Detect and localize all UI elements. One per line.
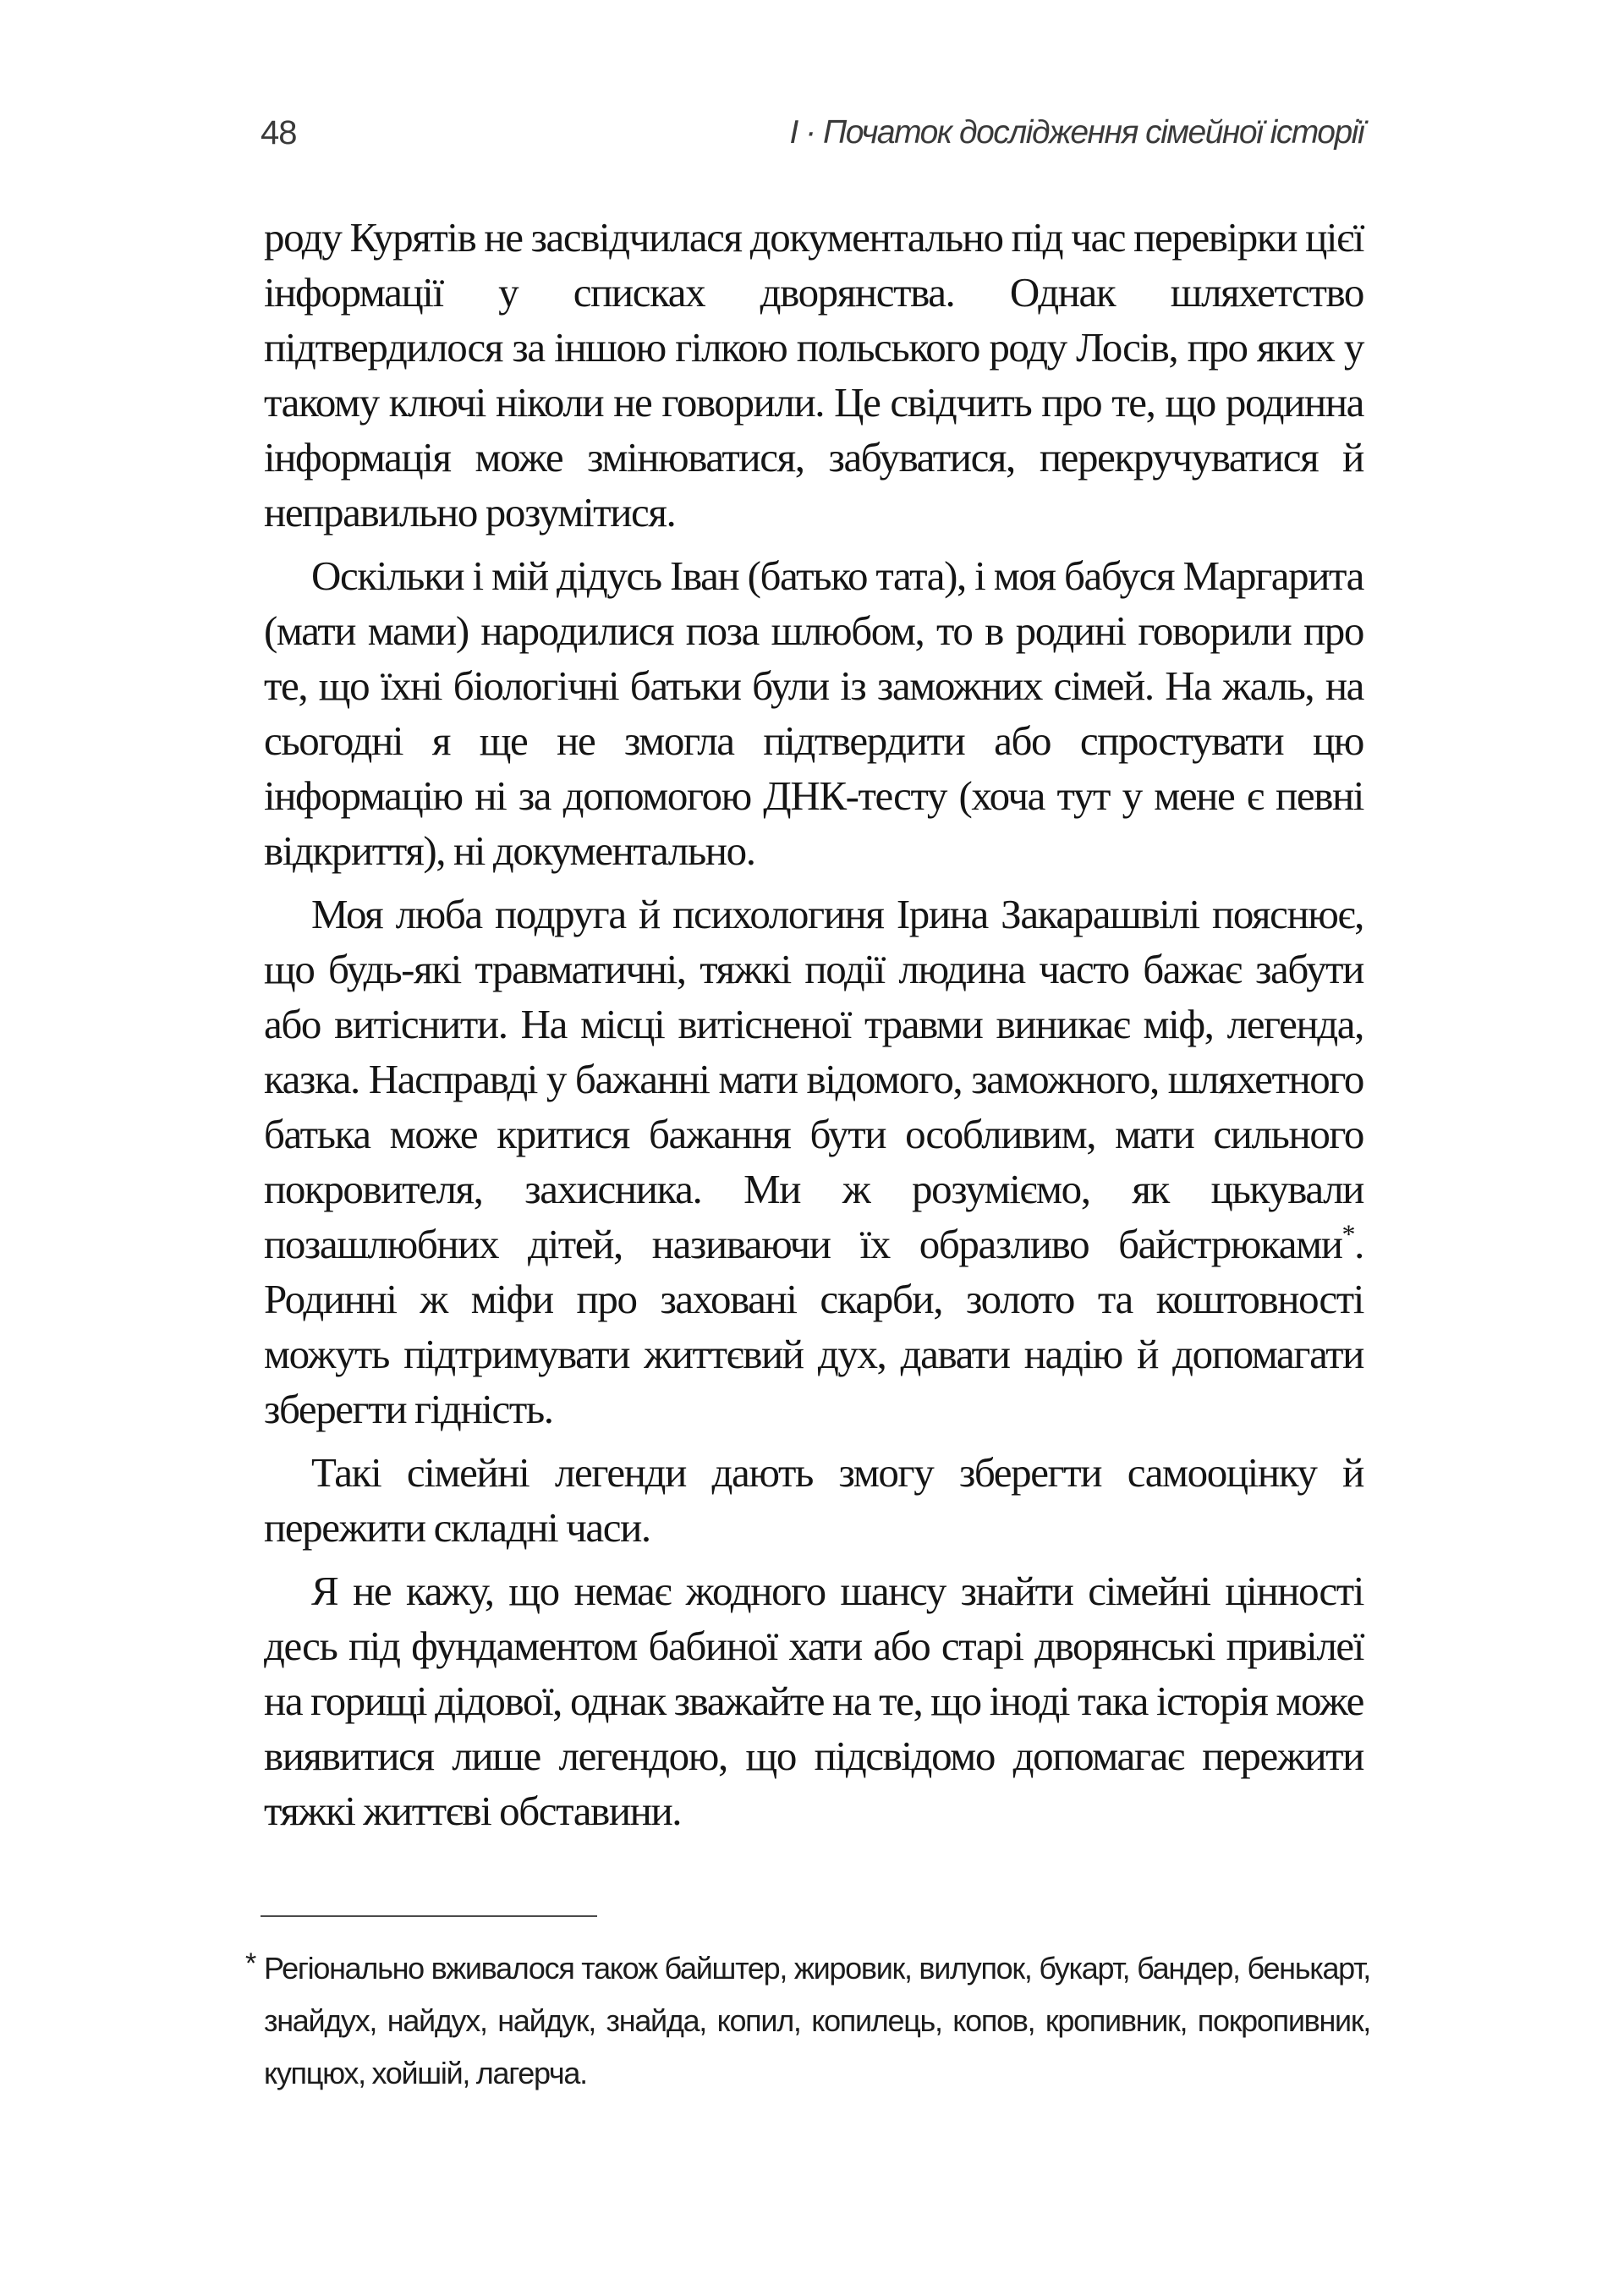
footnote-reference[interactable]: * [1341, 1218, 1355, 1250]
page-number: 48 [261, 114, 297, 151]
body-text [264, 210, 1363, 1838]
paragraph: Такі сімейні легенди дають змогу зберегти самооцінку й пережити складні часи. [264, 1449, 1363, 1551]
footnote-text: Регіонально вживалося також байштер, жировик, вилупок, букарт, бандер, бенькарт, знайдух, найдух, найдук, знайда, копил, копилець, копов, кропивник, покропивник, купцюх, хойшій, лагерча. [264, 1951, 1370, 2090]
paragraph [264, 887, 1363, 1436]
paragraph: роду Курятів не засвідчилася документально під час перевірки цієї інформації у списках дворянства. Однак шляхетство підтвердилося за іншою гілкою польського роду Лосів, про яких у такому ключі ніколи не говорили. Це свідчить про те, що родинна інформація може змінюватися, забуватися, перекручуватися й неправильно розумітися. [264, 214, 1363, 536]
paragraph-text-continued: . Родинні ж міфи про заховані скарби, золото та коштовності можуть підтримувати життєвий дух, давати надію й допомагати зберегти гідність. [264, 1221, 1363, 1432]
footnote-marker: * [245, 1947, 255, 1980]
running-title: I · Початок дослідження сімейної історії [789, 114, 1363, 151]
paragraph: Я не кажу, що немає жодного шансу знайти сімейні цінності десь під фундаментом бабиної хати або старі дворянські привілеї на горищі дідової, однак зважайте на те, що іноді така історія може виявитися лише легендою, що підсвідомо допомагає пережити тяжкі життєві обставини. [264, 1568, 1363, 1834]
paragraph: Оскільки і мій дідусь Іван (батько тата), і моя бабуся Маргарита (мати мами) народилися поза шлюбом, то в родині говорили про те, що їхні біологічні батьки були із заможних сімей. На жаль, на сьогодні я ще не змогла підтвердити або спростувати цю інформацію ні за допомогою ДНК-тесту (хоча тут у мене є певні відкриття), ні документально. [264, 552, 1363, 874]
paragraph-text: Моя люба подруга й психологиня Ірина Закарашвілі пояснює, що будь-які травматичні, тяжкі події людина часто бажає забути або витіснити. На місці витісненої травми виникає міф, легенда, казка. Насправді у бажанні мати відомого, заможного, шляхетного батька може критися бажання бути особливим, мати сильного покровителя, захисника. Ми ж розуміємо, як цькували позашлюбних дітей, називаючи їх образливо байстрюками [264, 891, 1363, 1267]
footnote [245, 1942, 1370, 2100]
footnote-divider [261, 1915, 597, 1917]
page-header [261, 114, 1363, 165]
